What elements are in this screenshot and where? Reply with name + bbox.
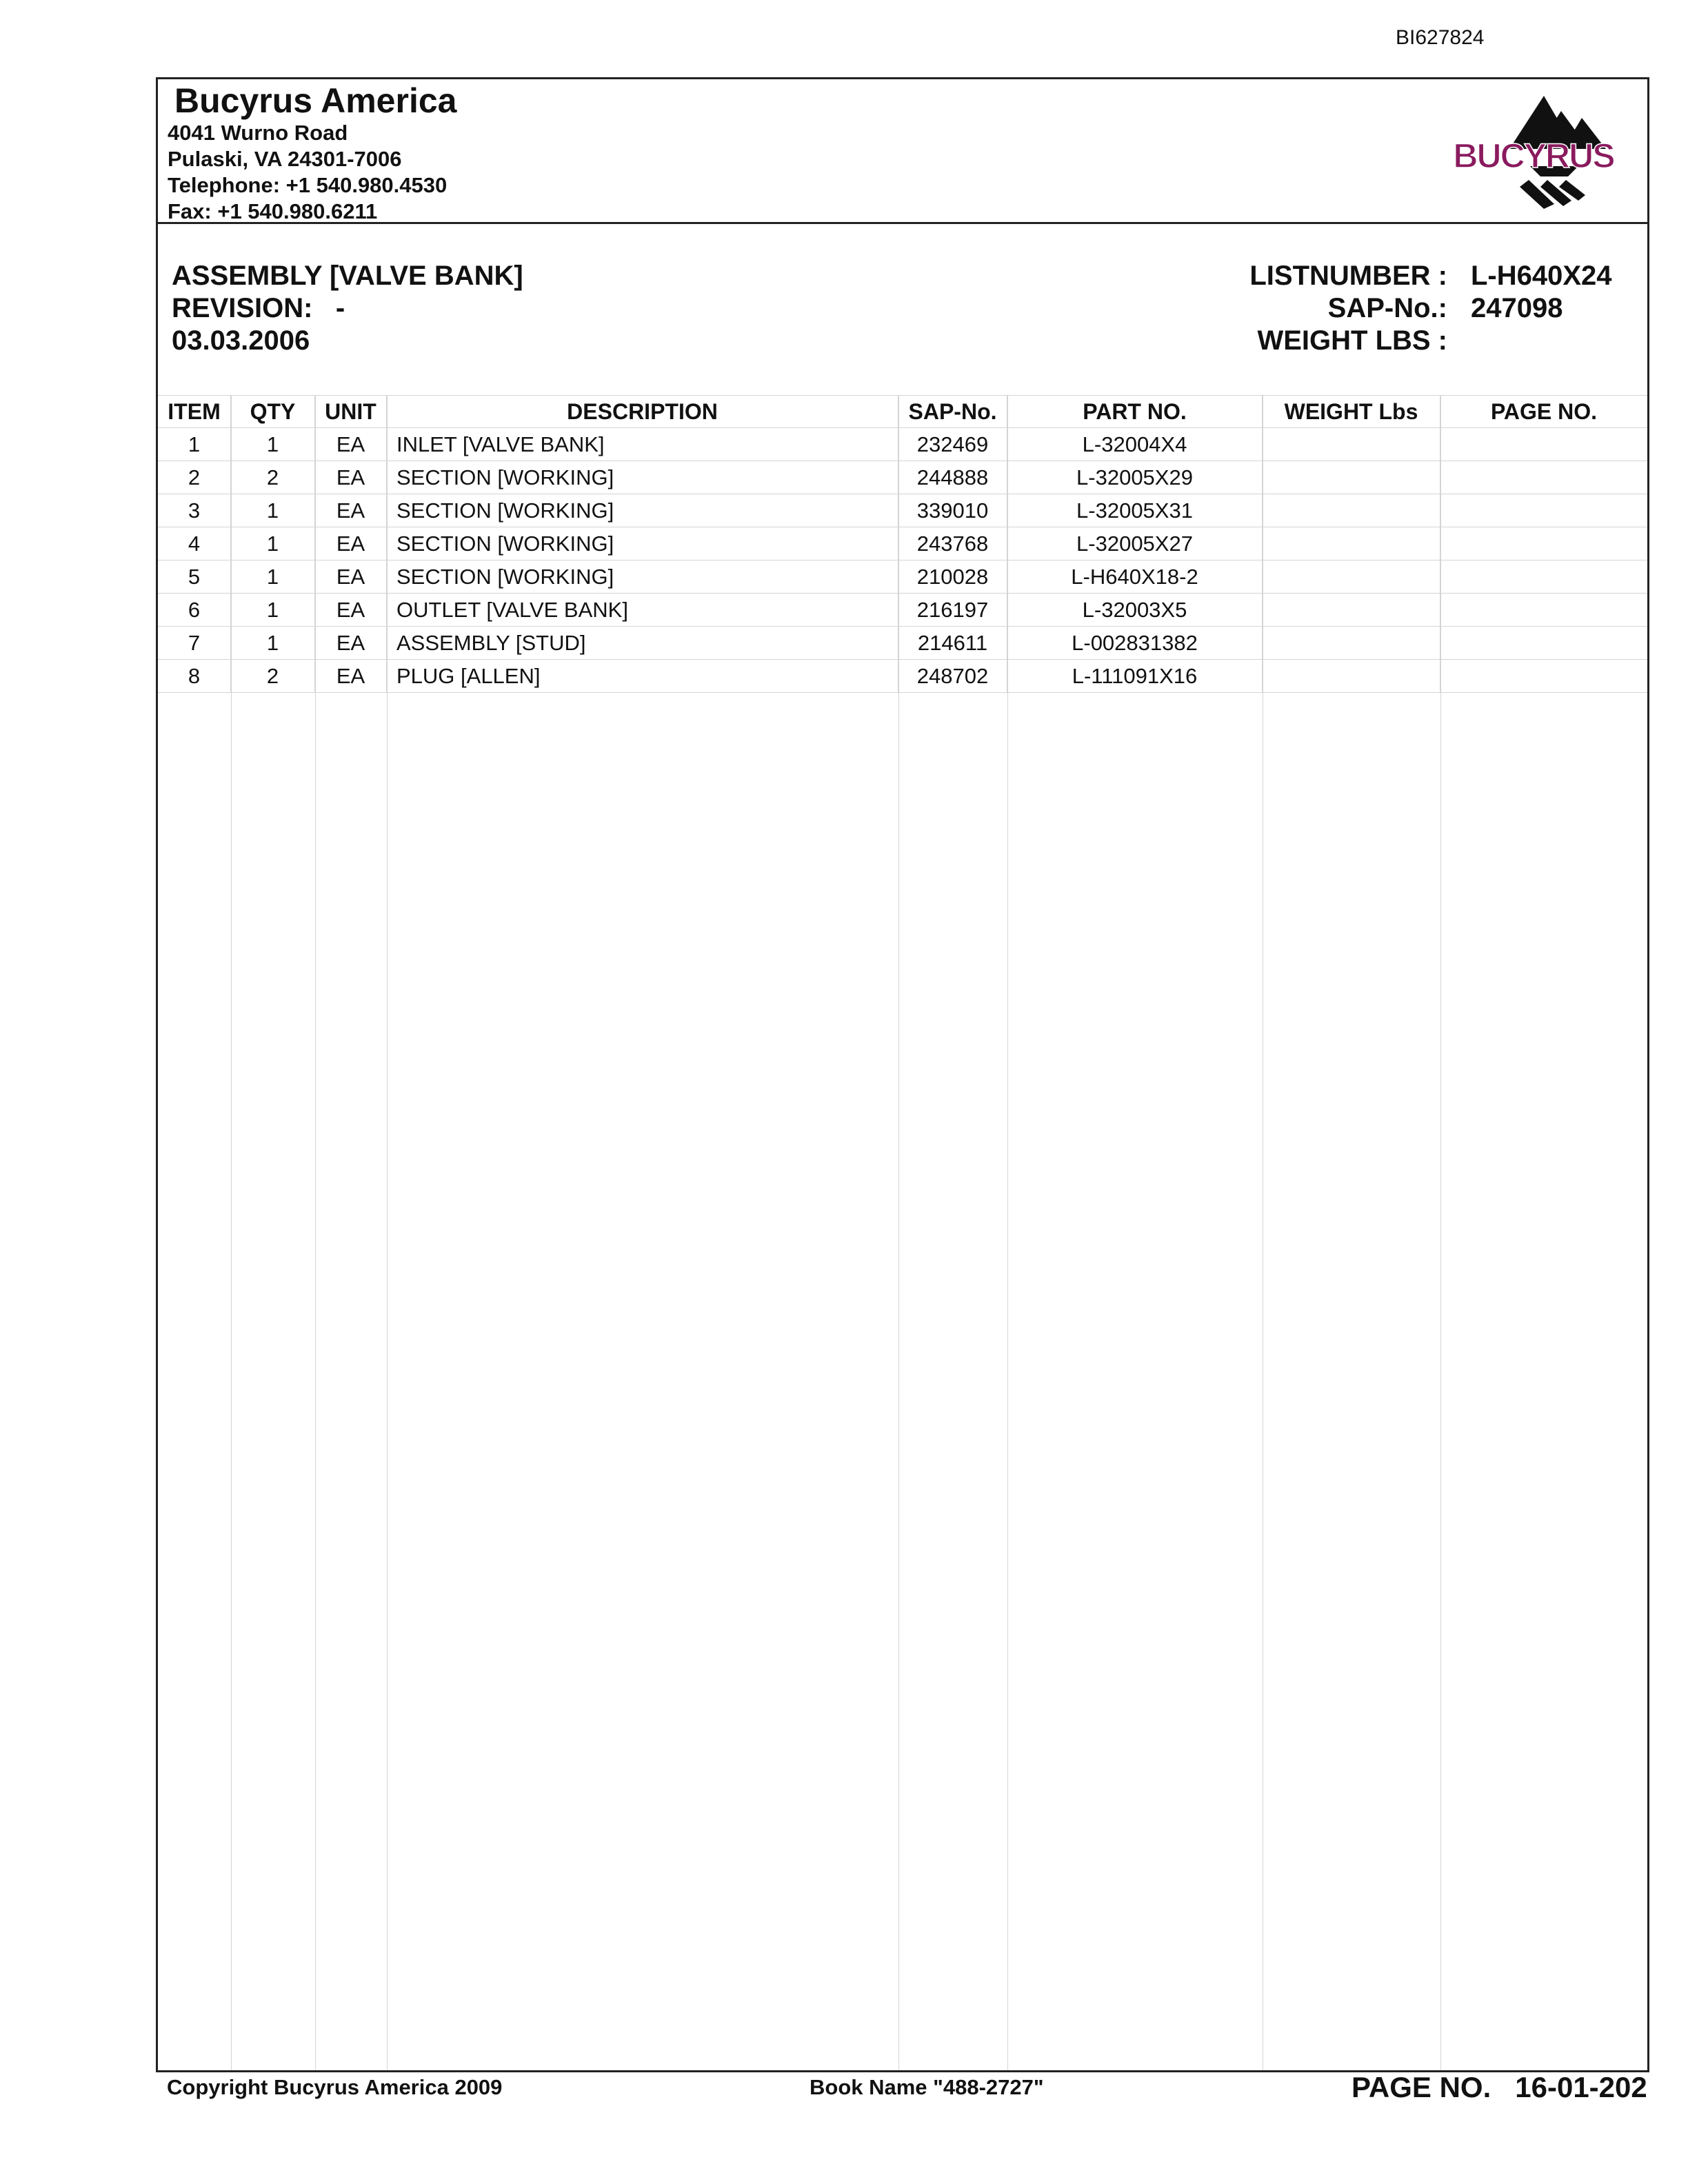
cell-item: 1 (158, 428, 231, 461)
copyright: Copyright Bucyrus America 2009 (167, 2075, 503, 2099)
logo-wordmark: BUCYRUS (1453, 136, 1614, 175)
cell-part-no: L-111091X16 (1007, 660, 1263, 692)
header-item: ITEM (158, 396, 231, 427)
cell-sap-no: 248702 (898, 660, 1007, 692)
cell-unit: EA (315, 494, 387, 527)
cell-part-no: L-002831382 (1007, 627, 1263, 659)
table-row (158, 660, 1647, 693)
cell-page-no (1440, 594, 1647, 626)
cell-description: SECTION [WORKING] (387, 560, 898, 593)
table-row (158, 594, 1647, 627)
cell-page-no (1440, 527, 1647, 560)
cell-description: ASSEMBLY [STUD] (387, 627, 898, 659)
cell-part-no: L-H640X18-2 (1007, 560, 1263, 593)
cell-qty: 1 (231, 560, 315, 593)
cell-unit: EA (315, 660, 387, 692)
cell-qty: 1 (231, 594, 315, 626)
cell-page-no (1440, 494, 1647, 527)
cell-qty: 2 (231, 660, 315, 692)
cell-item: 3 (158, 494, 231, 527)
table-row (158, 560, 1647, 594)
table-row (158, 428, 1647, 461)
cell-weight (1263, 660, 1440, 692)
cell-item: 6 (158, 594, 231, 626)
fax: Fax: +1 540.980.6211 (168, 199, 378, 223)
page-number (1352, 2071, 1647, 2104)
weight-label: WEIGHT LBS : (1257, 325, 1447, 356)
cell-description: OUTLET [VALVE BANK] (387, 594, 898, 626)
cell-sap-no: 214611 (898, 627, 1007, 659)
cell-unit: EA (315, 527, 387, 560)
listnumber-label: LISTNUMBER : (1249, 261, 1447, 291)
cell-item: 5 (158, 560, 231, 593)
cell-unit: EA (315, 560, 387, 593)
cell-page-no (1440, 560, 1647, 593)
assembly-info (172, 260, 523, 357)
cell-description: INLET [VALVE BANK] (387, 428, 898, 461)
page-label: PAGE NO. (1352, 2071, 1491, 2103)
cell-description: PLUG [ALLEN] (387, 660, 898, 692)
cell-weight (1263, 527, 1440, 560)
listing-info (1249, 260, 1629, 357)
cell-description: SECTION [WORKING] (387, 527, 898, 560)
cell-sap-no: 339010 (898, 494, 1007, 527)
table-header (158, 395, 1647, 428)
cell-part-no: L-32005X27 (1007, 527, 1263, 560)
assembly-title: ASSEMBLY [VALVE BANK] (172, 261, 523, 291)
header-sap-no: SAP-No. (898, 396, 1007, 427)
cell-item: 2 (158, 461, 231, 494)
cell-weight (1263, 560, 1440, 593)
listnumber-value: L-H640X24 (1471, 261, 1612, 291)
revision-row (172, 292, 523, 325)
header-description: DESCRIPTION (387, 396, 898, 427)
cell-part-no: L-32003X5 (1007, 594, 1263, 626)
cell-description: SECTION [WORKING] (387, 461, 898, 494)
header-weight: WEIGHT Lbs (1263, 396, 1440, 427)
document-id: BI627824 (1396, 26, 1485, 49)
cell-unit: EA (315, 461, 387, 494)
cell-item: 4 (158, 527, 231, 560)
book-name: Book Name "488-2727" (810, 2075, 1044, 2099)
header-page-no: PAGE NO. (1490, 398, 1598, 424)
cell-unit: EA (315, 594, 387, 626)
cell-unit: EA (315, 627, 387, 659)
cell-sap-no: 232469 (898, 428, 1007, 461)
table-row (158, 527, 1647, 560)
header-part-no: PART NO. (1007, 396, 1263, 427)
address-line-2: Pulaski, VA 24301-7006 (168, 147, 402, 171)
weight-row (1249, 325, 1629, 357)
cell-sap-no: 243768 (898, 527, 1007, 560)
parts-table (158, 395, 1647, 693)
revision-value: - (335, 293, 345, 323)
cell-item: 7 (158, 627, 231, 659)
cell-unit: EA (315, 428, 387, 461)
weight-value (1447, 325, 1629, 357)
company-name: Bucyrus America (174, 81, 457, 120)
cell-weight (1263, 594, 1440, 626)
cell-qty: 1 (231, 627, 315, 659)
page-value: 16-01-202 (1515, 2071, 1647, 2103)
cell-page-no (1440, 660, 1647, 692)
company-header (158, 79, 1647, 224)
cell-weight (1263, 428, 1440, 461)
cell-page-no (1440, 461, 1647, 494)
cell-weight (1263, 627, 1440, 659)
cell-description: SECTION [WORKING] (387, 494, 898, 527)
sap-label: SAP-No.: (1327, 293, 1447, 323)
cell-qty: 2 (231, 461, 315, 494)
listnumber-row (1249, 260, 1629, 292)
cell-qty: 1 (231, 428, 315, 461)
telephone: Telephone: +1 540.980.4530 (168, 173, 448, 197)
revision-label: REVISION: (172, 293, 313, 323)
cell-qty: 1 (231, 494, 315, 527)
cell-sap-no: 210028 (898, 560, 1007, 593)
table-row (158, 494, 1647, 527)
table-row (158, 461, 1647, 494)
assembly-date: 03.03.2006 (172, 325, 310, 356)
cell-page-no (1440, 627, 1647, 659)
bucyrus-logo (1434, 90, 1634, 214)
cell-weight (1263, 494, 1440, 527)
cell-part-no: L-32005X31 (1007, 494, 1263, 527)
cell-weight (1263, 461, 1440, 494)
address-line-1: 4041 Wurno Road (168, 121, 348, 145)
sap-value: 247098 (1471, 293, 1563, 323)
header-unit: UNIT (315, 396, 387, 427)
parts-list-frame (156, 77, 1649, 2072)
cell-part-no: L-32005X29 (1007, 461, 1263, 494)
cell-item: 8 (158, 660, 231, 692)
cell-sap-no: 216197 (898, 594, 1007, 626)
cell-page-no (1440, 428, 1647, 461)
cell-sap-no: 244888 (898, 461, 1007, 494)
table-row (158, 627, 1647, 660)
cell-part-no: L-32004X4 (1007, 428, 1263, 461)
sap-row (1249, 292, 1629, 325)
header-qty: QTY (231, 396, 315, 427)
cell-qty: 1 (231, 527, 315, 560)
